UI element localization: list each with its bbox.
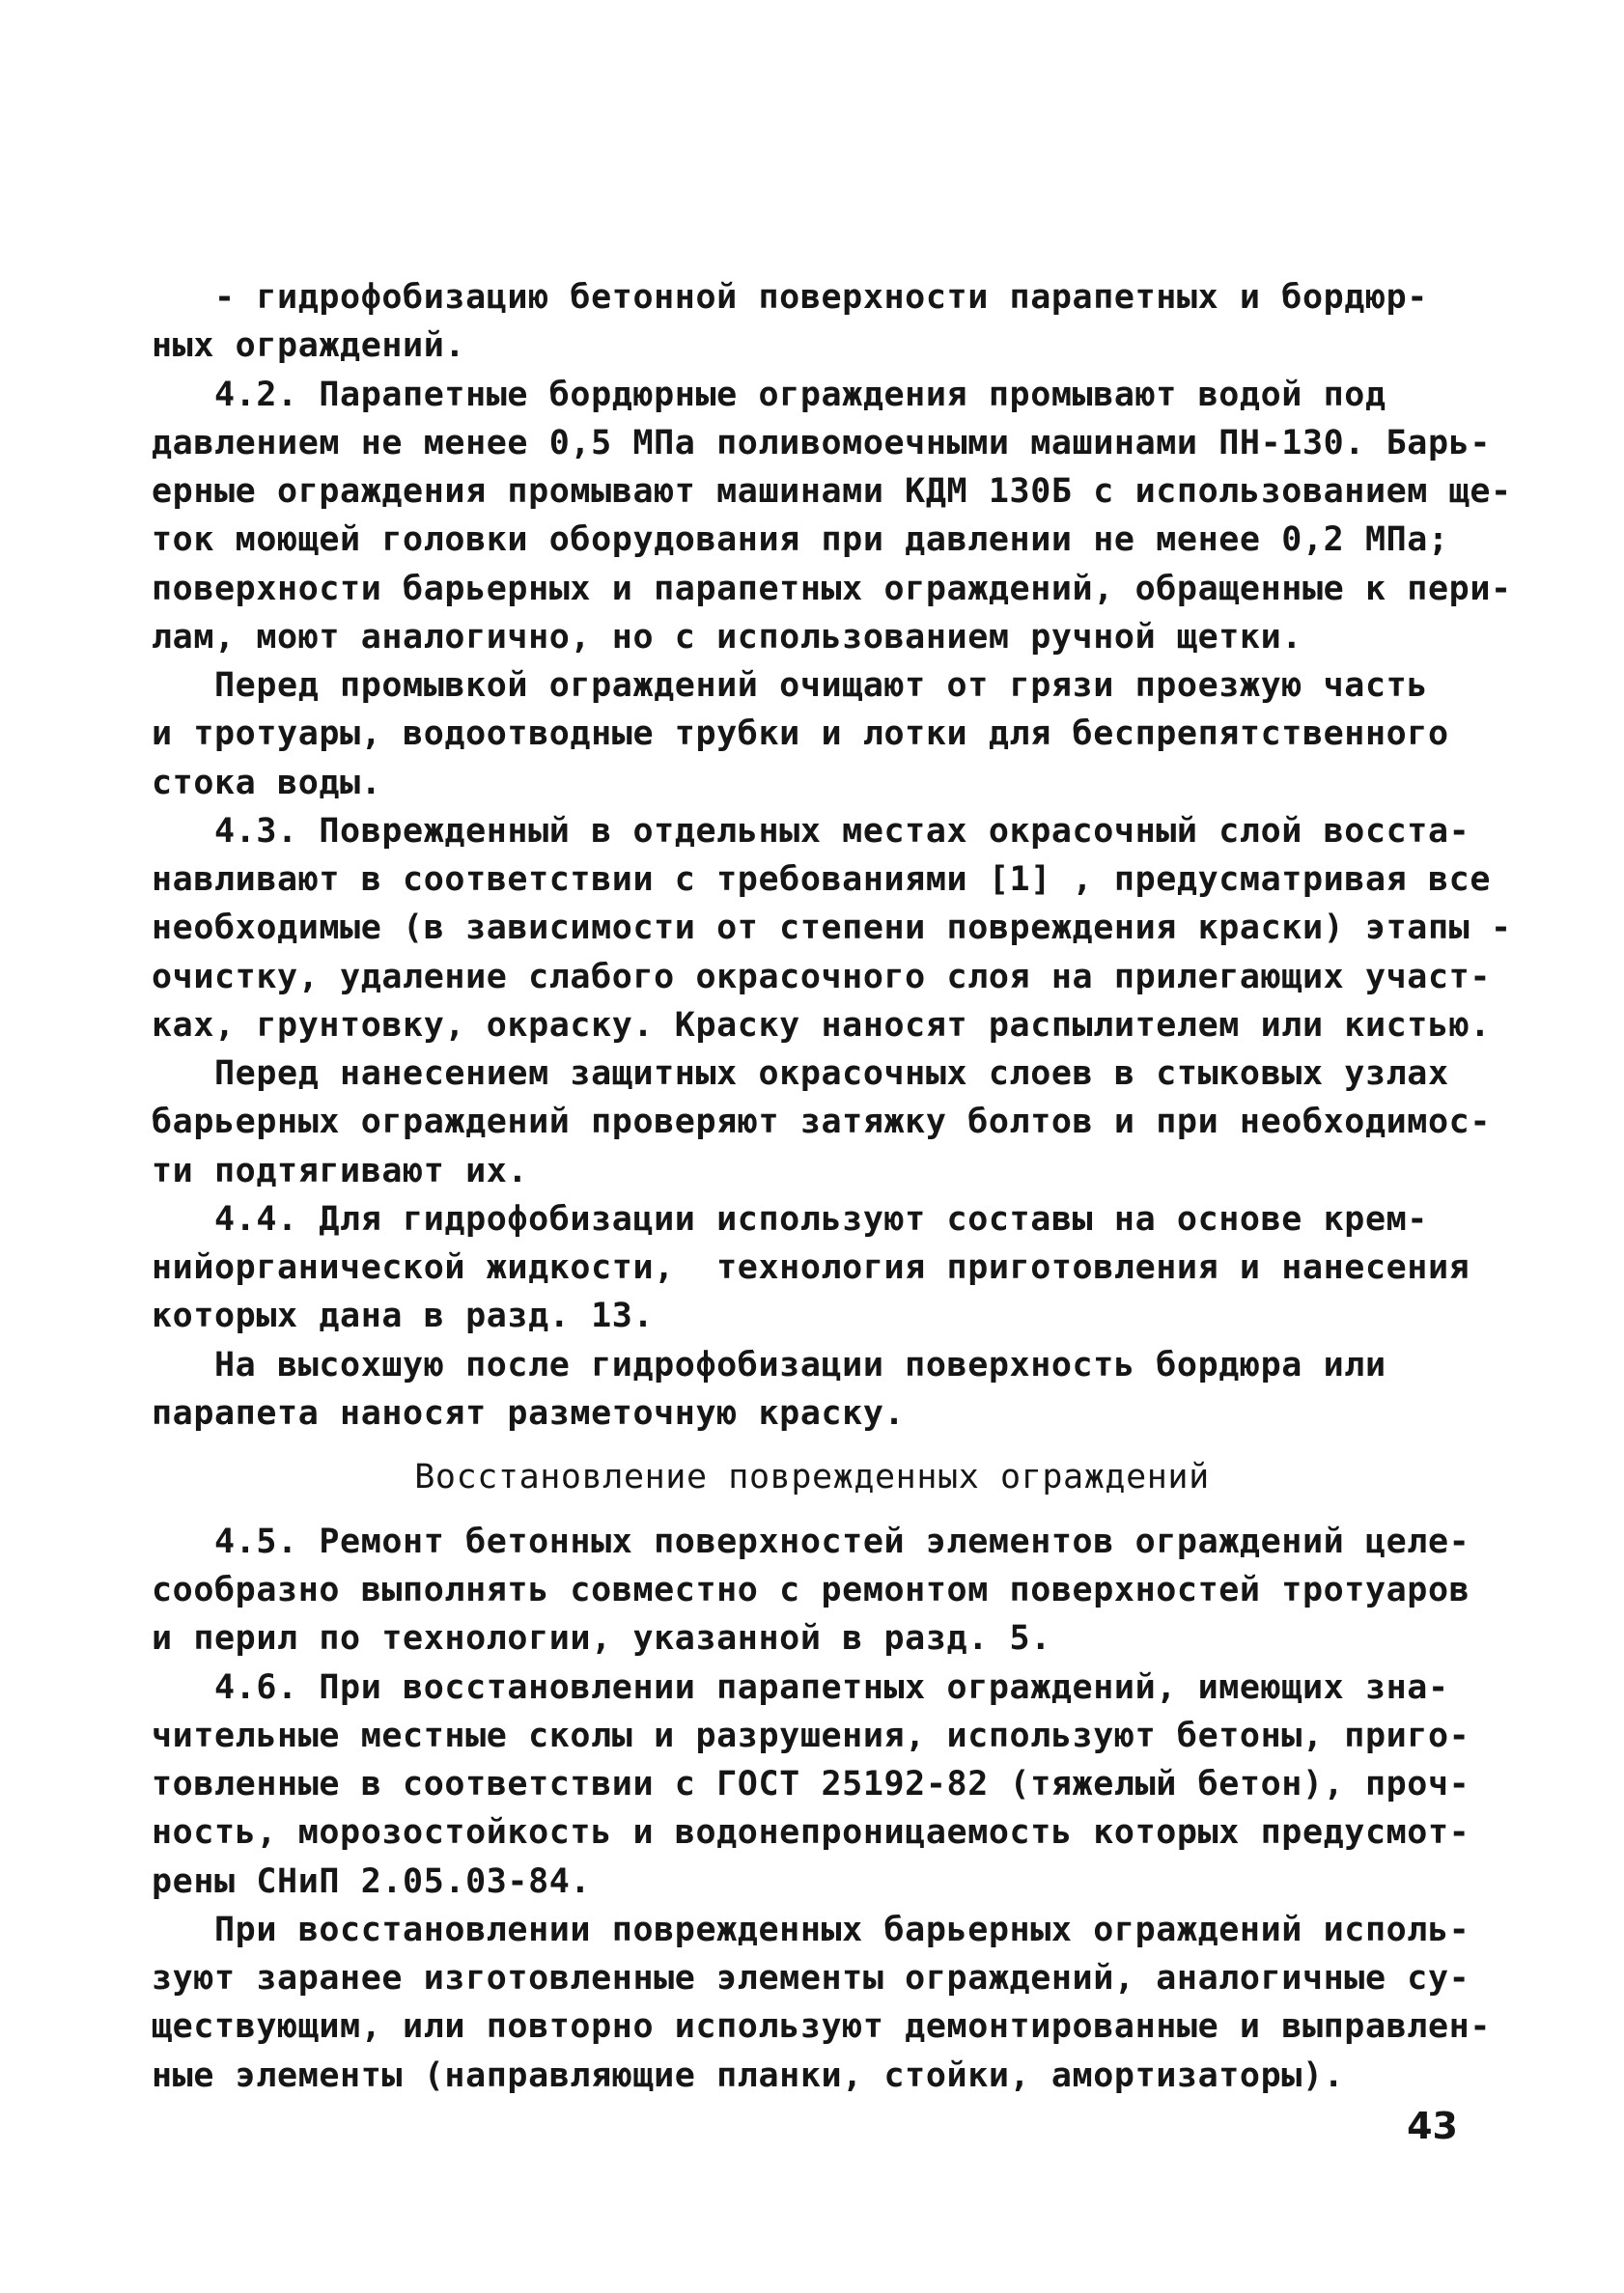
text-line: рены СНиП 2.05.03-84. (152, 1862, 592, 1901)
text-line: барьерных ограждений проверяют затяжку болтов и при необходимос- (152, 1103, 1491, 1141)
text-line: сообразно выполнять совместно с ремонтом поверхностей тротуаров (152, 1571, 1470, 1609)
text-line: парапета наносят разметочную краску. (152, 1394, 906, 1433)
text-line: 4.3. Поврежденный в отдельных местах окрасочный слой восста- (152, 812, 1470, 851)
text-line: Перед нанесением защитных окрасочных слоев в стыковых узлах (152, 1054, 1449, 1093)
text-line: нийорганической жидкости, технология приготовления и нанесения (152, 1248, 1470, 1287)
text-line: При восстановлении поврежденных барьерных ограждений исполь- (152, 1911, 1470, 1949)
text-line: 4.4. Для гидрофобизации используют составы на основе крем- (152, 1200, 1428, 1239)
text-line: 4.2. Парапетные бордюрные ограждения промывают водой под (152, 376, 1386, 414)
text-line: поверхности барьерных и парапетных ограждений, обращенные к пери- (152, 570, 1512, 608)
text-line: лам, моют аналогично, но с использованием ручной щетки. (152, 618, 1302, 657)
text-line: ществующим, или повторно используют демонтированные и выправлен- (152, 2007, 1491, 2046)
text-line: Перед промывкой ограждений очищают от грязи проезжую часть (152, 666, 1428, 705)
text-line: необходимые (в зависимости от степени повреждения краски) этапы - (152, 909, 1512, 947)
section-heading: Восстановление поврежденных ограждений (414, 1458, 1210, 1496)
text-line: 4.6. При восстановлении парапетных ограждений, имеющих зна- (152, 1668, 1449, 1707)
text-line: стока воды. (152, 764, 382, 802)
text-line: давлением не менее 0,5 МПа поливомоечными машинами ПН-130. Барь- (152, 424, 1491, 462)
text-line: 4.5. Ремонт бетонных поверхностей элементов ограждений целе- (152, 1523, 1470, 1561)
text-line: - гидрофобизацию бетонной поверхности парапетных и бордюр- (152, 278, 1428, 317)
text-line: ные элементы (направляющие планки, стойки, амортизаторы). (152, 2056, 1345, 2095)
text-line: и тротуары, водоотводные трубки и лотки для беспрепятственного (152, 714, 1449, 753)
text-line: товленные в соответствии с ГОСТ 25192-82 (тяжелый бетон), проч- (152, 1765, 1470, 1804)
text-line: и перил по технологии, указанной в разд. 5. (152, 1619, 1051, 1658)
text-line: ных ограждений. (152, 326, 466, 365)
text-line: зуют заранее изготовленные элементы ограждений, аналогичные су- (152, 1959, 1470, 1998)
text-line: очистку, удаление слабого окрасочного слоя на прилегающих участ- (152, 958, 1491, 996)
text-line: ток моющей головки оборудования при давлении не менее 0,2 МПа; (152, 520, 1449, 559)
text-line: На высохшую после гидрофобизации поверхность бордюра или (152, 1346, 1386, 1384)
text-line: ках, грунтовку, окраску. Краску наносят распылителем или кистью. (152, 1006, 1491, 1045)
page-number: 43 (1407, 2105, 1458, 2147)
text-line: навливают в соответствии с требованиями [1] , предусматривая все (152, 860, 1491, 899)
text-line: чительные местные сколы и разрушения, используют бетоны, приго- (152, 1717, 1470, 1755)
text-line: ерные ограждения промывают машинами КДМ 130Б с использованием ще- (152, 472, 1512, 511)
text-line: ность, морозостойкость и водонепроницаемость которых предусмот- (152, 1813, 1470, 1852)
text-line: ти подтягивают их. (152, 1152, 529, 1190)
text-line: которых дана в разд. 13. (152, 1297, 655, 1335)
